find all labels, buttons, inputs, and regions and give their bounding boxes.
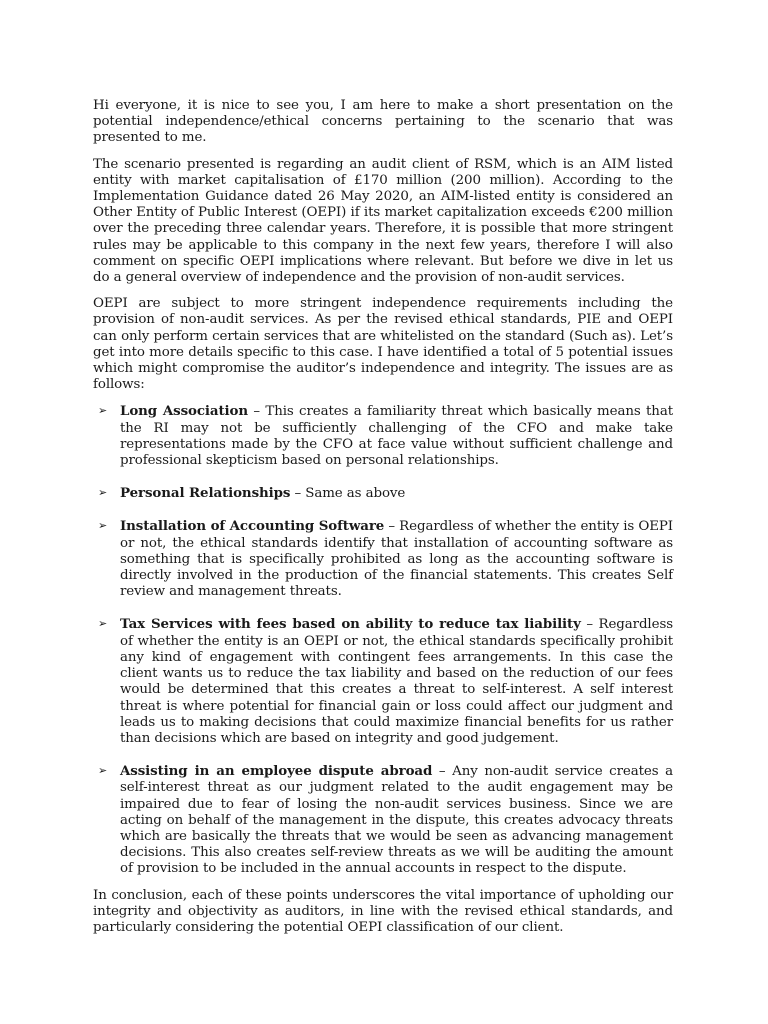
list-item <box>93 763 673 877</box>
oepi-paragraph: OEPI are subject to more stringent independence requirements including the provision of non-audit services. As per the revised ethical standards, PIE and OEPI can only perform certain services that are whitelisted on the standard (Such as). Let’s get into more details specific to this case. I have identified a total of 5 potential issues which might compromise the auditor’s independence and integrity. The issues are as follows: <box>93 296 673 393</box>
issue-text: – Regardless of whether the entity is OEPI or not, the ethical standards identify that installation of accounting software as something that is specifically prohibited as long as the accounting software is directly involved in the production of the financial statements. This creates Self review and management threats. <box>120 519 673 600</box>
list-item <box>93 616 673 747</box>
issue-text: – Any non-audit service creates a self-interest threat as our judgment related to the audit engagement may be impaired due to fear of losing the non-audit services business. Since we are acting on behalf of the management in the dispute, this creates advocacy threats which are basically the threats that we would be seen as advancing management decisions. This also creates self-review threats as we will be auditing the amount of provision to be included in the annual accounts in respect to the dispute. <box>120 764 673 877</box>
issue-title: Long Association <box>120 403 248 420</box>
list-item <box>93 485 673 502</box>
issue-title: Installation of Accounting Software <box>120 518 385 535</box>
scenario-paragraph: The scenario presented is regarding an audit client of RSM, which is an AIM listed entity with market capitalisation of £170 million (200 million). According to the Implementation Guidance dated 26 May 2020, an AIM-listed entity is considered an Other Entity of Public Interest (OEPI) if its market capitalization exceeds €200 million over the preceding three calendar years. Therefore, it is possible that more stringent rules may be applicable to this company in the next few years, therefore I will also comment on specific OEPI implications where relevant. But before we dive in let us do a general overview of independence and the provision of non-audit services. <box>93 156 673 286</box>
arrow-bullet-icon: ➢ <box>98 617 108 631</box>
document-page <box>93 98 673 946</box>
list-item <box>93 518 673 600</box>
issues-list <box>93 403 673 877</box>
arrow-bullet-icon: ➢ <box>98 519 108 533</box>
issue-title: Assisting in an employee dispute abroad <box>120 763 433 780</box>
intro-paragraph: Hi everyone, it is nice to see you, I am here to make a short presentation on the potential independence/ethical concerns pertaining to the scenario that was presented to me. <box>93 98 673 146</box>
issue-title: Personal Relationships <box>120 485 291 502</box>
conclusion-paragraph: In conclusion, each of these points underscores the vital importance of upholding our integrity and objectivity as auditors, in line with the revised ethical standards, and particularly considering the potential OEPI classification of our client. <box>93 887 673 935</box>
list-item <box>93 403 673 469</box>
issue-text: – Regardless of whether the entity is an OEPI or not, the ethical standards specifically prohibit any kind of engagement with contingent fees arrangements. In this case the client wants us to reduce the tax liability and based on the reduction of our fees would be determined that this creates a threat to self-interest. A self interest threat is where potential for financial gain or loss could affect our judgment and leads us to making decisions that could maximize financial benefits for us rather than decisions which are based on integrity and good judgement. <box>120 617 673 746</box>
arrow-bullet-icon: ➢ <box>98 764 108 778</box>
arrow-bullet-icon: ➢ <box>98 486 108 500</box>
arrow-bullet-icon: ➢ <box>98 404 108 418</box>
issue-text: – Same as above <box>290 486 406 502</box>
issue-title: Tax Services with fees based on ability to reduce tax liability <box>120 616 581 633</box>
issue-text: – This creates a familiarity threat which basically means that the RI may not be sufficiently challenging of the CFO and make take representations made by the CFO at face value without sufficient challenge and professional skepticism based on personal relationships. <box>120 404 673 469</box>
